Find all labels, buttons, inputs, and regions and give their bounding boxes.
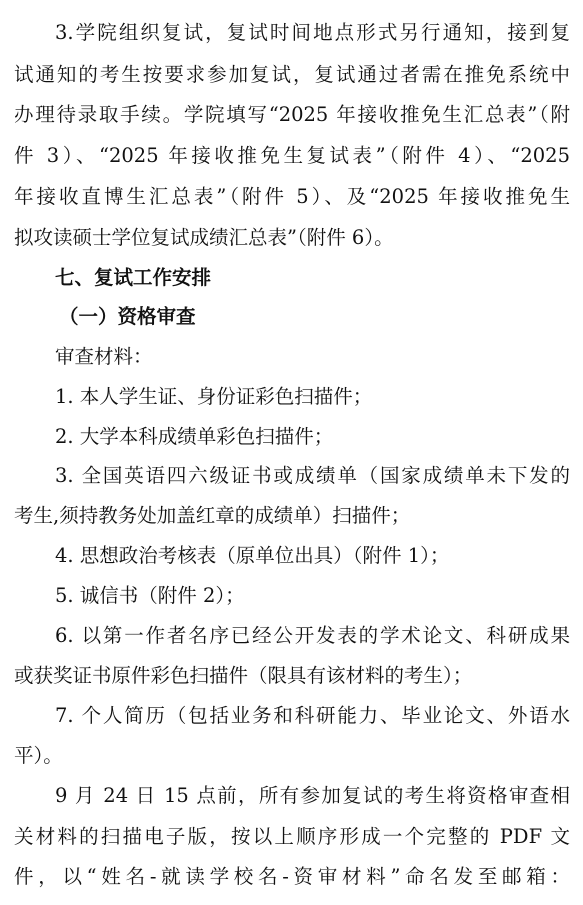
submission-paragraph-line-2: 关材料的扫描电子版，按以上顺序形成一个完整的 PDF 文 — [14, 825, 570, 848]
material-item-5: 5. 诚信书（附件 2）； — [55, 584, 245, 607]
material-item-3-line-1: 3. 全国英语四六级证书或成绩单（国家成绩单未下发的 — [55, 464, 570, 487]
section-heading-7: 七、复试工作安排 — [55, 266, 212, 289]
paragraph-3-line-2: 试通知的考生按要求参加复试，复试通过者需在推免系统中 — [14, 63, 570, 86]
paragraph-3-line-4: 件 3）、“2025 年接收推免生复试表”（附件 4）、“2025 — [14, 144, 570, 167]
material-item-3-line-2: 考生,须持教务处加盖红章的成绩单）扫描件； — [14, 504, 411, 527]
material-item-4: 4. 思想政治考核表（原单位出具）（附件 1）； — [55, 544, 450, 567]
paragraph-3-line-5: 年接收直博生汇总表”（附件 5）、及“2025 年接收推免生 — [14, 185, 570, 208]
material-item-7-line-2: 平）。 — [14, 744, 63, 767]
paragraph-3-line-3: 办理待录取手续。学院填写“2025 年接收推免生汇总表”（附 — [14, 103, 570, 126]
material-item-6-line-1: 6. 以第一作者名序已经公开发表的学术论文、科研成果 — [55, 624, 570, 647]
paragraph-3-line-1: 3.学院组织复试，复试时间地点形式另行通知，接到复 — [55, 21, 570, 44]
material-item-6-line-2: 或获奖证书原件彩色扫描件（限具有该材料的考生）； — [14, 664, 473, 687]
paragraph-3-line-6: 拟攻读硕士学位复试成绩汇总表”（附件 6）。 — [14, 226, 394, 249]
subsection-heading-1: （一）资格审查 — [59, 305, 196, 328]
submission-paragraph-line-3: 件，以“姓名-就读学校名-资审材料”命名发至邮箱： — [14, 865, 570, 888]
submission-paragraph-line-1: 9 月 24 日 15 点前，所有参加复试的考生将资格审查相 — [55, 784, 570, 807]
materials-label: 审查材料： — [55, 345, 153, 368]
material-item-7-line-1: 7. 个人简历（包括业务和科研能力、毕业论文、外语水 — [55, 704, 570, 727]
material-item-2: 2. 大学本科成绩单彩色扫描件； — [55, 425, 334, 448]
material-item-1: 1. 本人学生证、身份证彩色扫描件； — [55, 385, 373, 408]
